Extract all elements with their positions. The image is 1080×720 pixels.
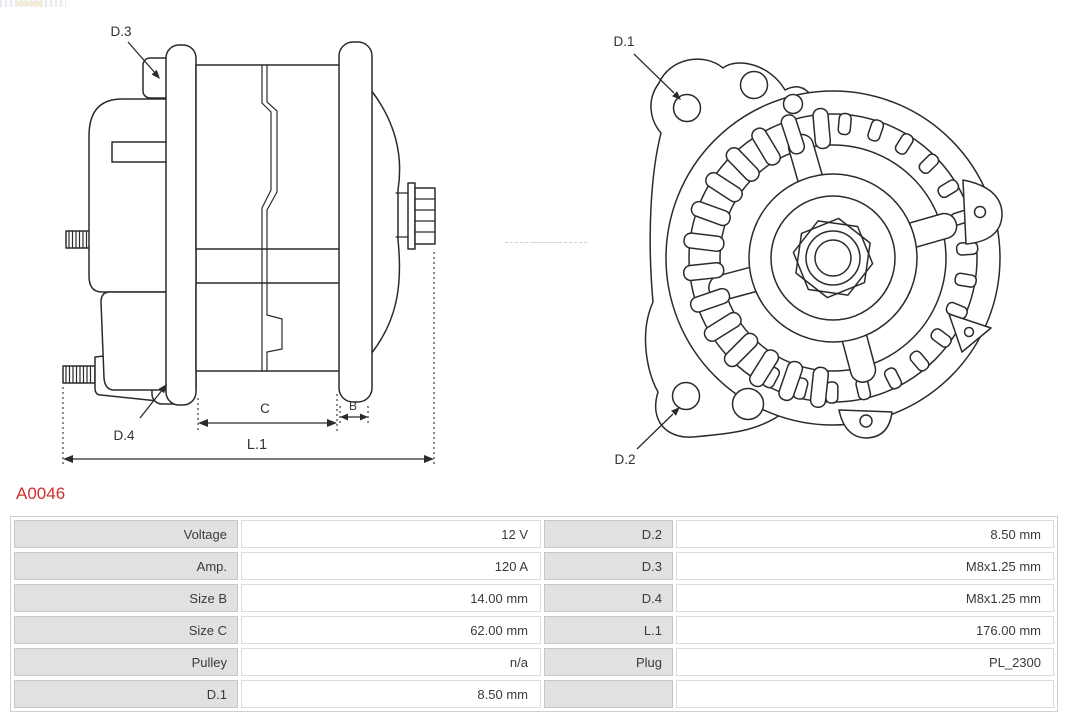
top-ear-hole [741, 72, 768, 99]
watermark-centerline-solid [531, 242, 559, 243]
dimension-c [198, 401, 337, 427]
front-cone [371, 90, 400, 354]
spec-value: PL_2300 [676, 648, 1054, 676]
spec-value: 62.00 mm [241, 616, 541, 644]
spec-label: Plug [544, 648, 673, 676]
table-row [14, 520, 1054, 548]
spec-label: Size C [14, 616, 238, 644]
top-small-hole [784, 95, 803, 114]
bottom-ear-hole [733, 389, 764, 420]
ear-bottom-hole [860, 415, 872, 427]
spec-label: D.3 [544, 552, 673, 580]
spec-label: Pulley [14, 648, 238, 676]
spec-label: Size B [14, 584, 238, 612]
ear-lower-right-hole [965, 328, 974, 337]
spec-label: Voltage [14, 520, 238, 548]
dim-b-label: B [348, 399, 358, 413]
callout-d2 [614, 407, 680, 467]
spec-value: 14.00 mm [241, 584, 541, 612]
front-view-diagram [590, 0, 1060, 480]
ear-right-hole [975, 207, 986, 218]
dim-c-label: C [260, 401, 270, 416]
body-lower [196, 283, 345, 371]
callout-d3-label: D.3 [110, 24, 132, 39]
spec-value: 176.00 mm [676, 616, 1054, 644]
spec-table [10, 516, 1058, 712]
spline-end [408, 183, 435, 249]
front-leg [339, 42, 372, 402]
callout-d1-label: D.1 [613, 34, 635, 49]
table-row [14, 616, 1054, 644]
spec-label: D.1 [14, 680, 238, 708]
spec-label: D.2 [544, 520, 673, 548]
spec-value: M8x1.25 mm [676, 552, 1054, 580]
spec-label [544, 680, 673, 708]
spec-value [676, 680, 1054, 708]
spec-value: 120 A [241, 552, 541, 580]
table-row [14, 552, 1054, 580]
spec-label: D.4 [544, 584, 673, 612]
callout-d4-label: D.4 [113, 428, 135, 443]
spec-value: M8x1.25 mm [676, 584, 1054, 612]
callout-d3 [110, 24, 160, 79]
spec-label: Amp. [14, 552, 238, 580]
pulley-outer [749, 174, 917, 342]
spec-value: 8.50 mm [241, 680, 541, 708]
rear-lug [166, 45, 196, 405]
d1-hole [674, 95, 701, 122]
table-row [14, 648, 1054, 676]
callout-d2-label: D.2 [614, 452, 636, 467]
table-row [14, 584, 1054, 612]
threaded-stud-bottom [63, 366, 95, 383]
dimension-b [340, 399, 368, 421]
spec-value: n/a [241, 648, 541, 676]
spec-value: 12 V [241, 520, 541, 548]
table-row [14, 680, 1054, 708]
side-view-diagram [20, 0, 520, 480]
dim-l1-label: L.1 [246, 437, 268, 453]
threaded-stud-top [66, 231, 92, 248]
d2-hole [673, 383, 700, 410]
part-number: A0046 [16, 484, 66, 503]
spec-value: 8.50 mm [676, 520, 1054, 548]
spec-label: L.1 [544, 616, 673, 644]
